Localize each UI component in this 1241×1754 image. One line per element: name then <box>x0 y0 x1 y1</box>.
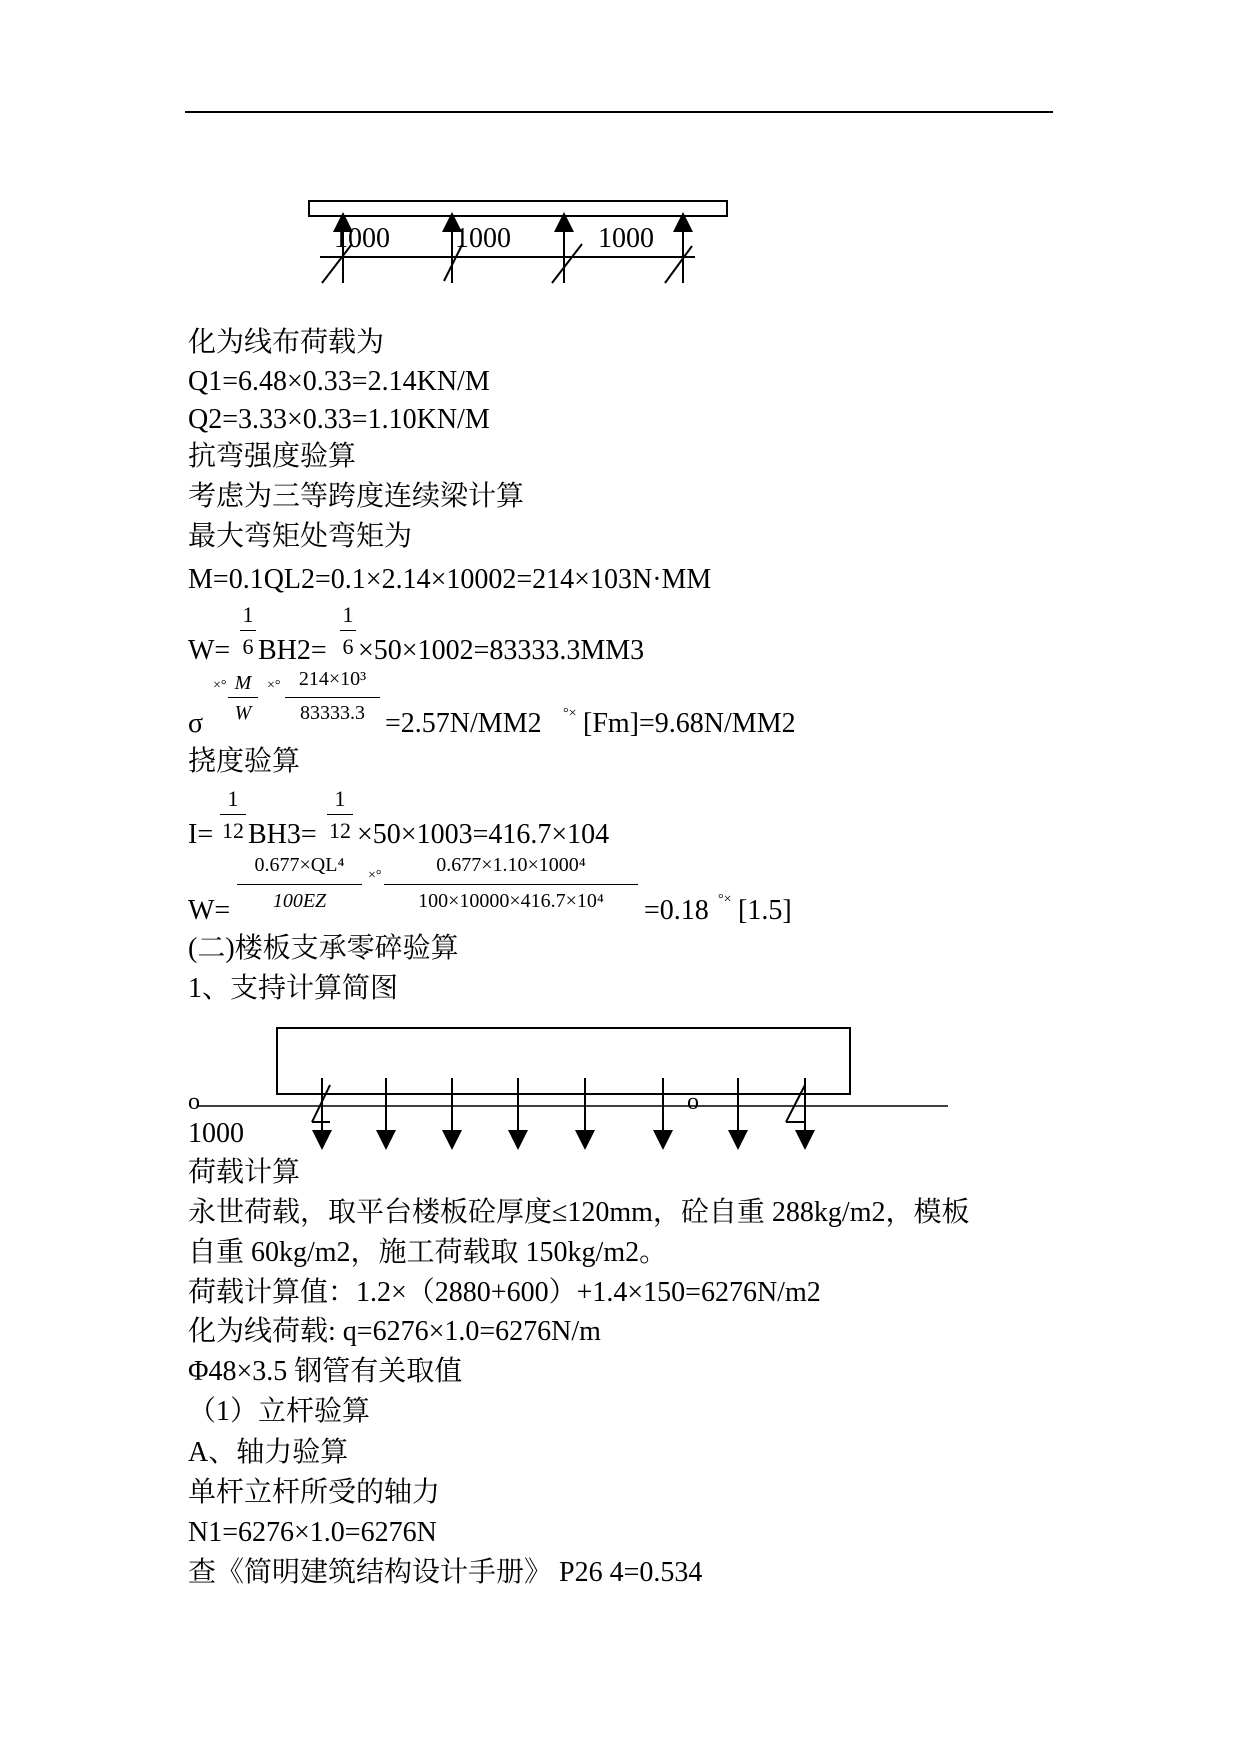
text-line: M=0.1QL2=0.1×2.14×10002=214×103N·MM <box>188 564 712 595</box>
frac-num: 0.677×QL⁴ <box>254 854 345 876</box>
text-line: 化为线荷载: q=6276×1.0=6276N/m <box>188 1316 601 1347</box>
frac-den: 100EZ <box>272 890 327 912</box>
span-label-1: 1000 <box>334 223 390 254</box>
frac-num: 0.677×1.10×1000⁴ <box>436 854 586 876</box>
text-line: 查《简明建筑结构设计手册》 P26 4=0.534 <box>188 1557 703 1588</box>
span-label-3: 1000 <box>598 223 654 254</box>
frac-den: 100×10000×416.7×10⁴ <box>418 890 604 912</box>
slab-rect <box>277 1028 850 1094</box>
text-def-left: W= <box>188 895 231 926</box>
garbled-mark: ×° <box>267 678 281 693</box>
text-line: 最大弯矩处弯矩为 <box>188 521 413 552</box>
fraction-bar <box>220 814 246 815</box>
frac-num: 1 <box>334 786 346 811</box>
text-line: 荷载计算 <box>188 1157 301 1188</box>
frac-den: W <box>234 702 252 724</box>
frac-num: 1 <box>227 786 239 811</box>
o-mark-left: o <box>188 1089 200 1115</box>
text-line: （1）立杆验算 <box>188 1396 371 1427</box>
fraction-bar <box>240 630 256 631</box>
frac-num: 1 <box>342 602 354 627</box>
frac-den: 6 <box>242 634 254 659</box>
o-mark-right: o <box>687 1089 699 1115</box>
dimension-label: 1000 <box>188 1118 244 1149</box>
text-line: 考虑为三等跨度连续梁计算 <box>188 481 525 512</box>
text-sigma-result: =2.57N/MM2 <box>385 708 542 739</box>
text-line: N1=6276×1.0=6276N <box>188 1517 437 1548</box>
beam-plate <box>309 201 727 216</box>
frac-num: 1 <box>242 602 254 627</box>
garbled-mark: ×° <box>213 678 227 693</box>
frac-den: 12 <box>329 818 351 843</box>
span-label-2: 1000 <box>455 223 511 254</box>
fraction-bar <box>340 630 356 631</box>
fraction-bar <box>285 697 380 698</box>
text-w-left: W= <box>188 635 231 666</box>
text-i-left: I= <box>188 819 214 850</box>
frac-num: M <box>234 672 252 694</box>
text-i-right: ×50×1003=416.7×104 <box>357 819 610 850</box>
text-line: A、轴力验算 <box>188 1437 349 1468</box>
text-i-mid: BH3= <box>248 819 317 850</box>
text-sigma-limit: [Fm]=9.68N/MM2 <box>583 708 796 739</box>
text-line: 挠度验算 <box>188 746 301 777</box>
text-line: 单杆立杆所受的轴力 <box>188 1477 441 1508</box>
text-line: 抗弯强度验算 <box>188 441 357 472</box>
text-line: Q1=6.48×0.33=2.14KN/M <box>188 366 490 397</box>
text-w-mid: BH2= <box>258 635 327 666</box>
text-line: 荷载计算值：1.2×（2880+600）+1.4×150=6276N/m2 <box>188 1277 821 1308</box>
fraction-bar <box>384 884 638 885</box>
frac-den: 6 <box>342 634 354 659</box>
text-sigma: σ <box>188 708 204 739</box>
garbled-mark: ×° <box>368 868 382 883</box>
frac-den: 12 <box>222 818 244 843</box>
frac-den: 83333.3 <box>300 702 365 724</box>
text-def-limit: [1.5] <box>738 895 792 926</box>
text-line: 化为线布荷载为 <box>188 327 385 358</box>
section-subheading: 1、支持计算简图 <box>188 973 399 1004</box>
text-line: 自重 60kg/m2，施工荷载取 150kg/m2。 <box>188 1237 668 1268</box>
text-def-result: =0.18 <box>644 895 709 926</box>
text-line: Φ48×3.5 钢管有关取值 <box>188 1356 463 1387</box>
section-heading: (二)楼板支承零碎验算 <box>188 933 459 964</box>
garbled-mark: °× <box>563 706 577 721</box>
garbled-mark: °× <box>718 892 732 907</box>
text-line: Q2=3.33×0.33=1.10KN/M <box>188 404 490 435</box>
text-line: 永世荷载，取平台楼板砼厚度≤120mm，砼自重 288kg/m2，模板 <box>188 1197 970 1228</box>
fraction-bar <box>228 697 258 698</box>
fraction-bar <box>237 884 362 885</box>
frac-num: 214×10³ <box>298 668 367 690</box>
fraction-bar <box>327 814 353 815</box>
text-w-right: ×50×1002=83333.3MM3 <box>358 635 645 666</box>
